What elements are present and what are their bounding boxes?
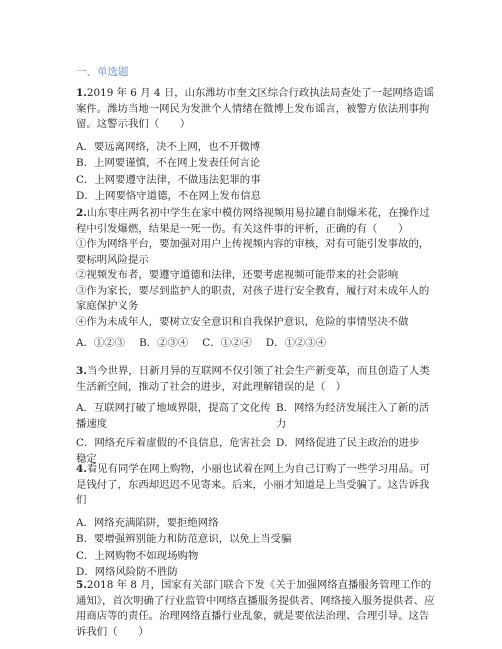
- option-b[interactable]: B．要增强辨别能力和防范意识，以免上当受骗: [76, 533, 292, 545]
- statement-4: ④作为未成年人，要树立安全意识和自我保护意识，危险的事情坚决不做: [76, 315, 409, 328]
- options-row: [76, 335, 436, 351]
- option-d[interactable]: D．上网要恪守道德，不在网上发布信息: [76, 190, 261, 202]
- option-a[interactable]: A．要远离网络，决不上网，也不开微博: [76, 140, 261, 153]
- question-text: 当今世界，日新月异的互联网不仅引领了社会生产新变革，而且创造了人类生活新空间，推动了社会的进步，对此理解错误的是（ ）: [76, 365, 430, 393]
- question-number: 4.: [76, 463, 87, 475]
- statement-2: ②视频发布者，要遵守道德和法律，还要考虑视频可能带来的社会影响: [76, 269, 399, 281]
- question-2: [76, 206, 436, 351]
- question-1: [76, 86, 436, 205]
- statement-1: ①作为网络平台，要加强对用户上传视频内容的审核，对有可能引发事故的，要标明风险提示: [76, 238, 430, 266]
- option-c[interactable]: C．上网要遵守法律，不做违法犯罪的事: [76, 173, 261, 186]
- option-c[interactable]: C．网络充斥着虚假的不良信息，危害社会稳定: [76, 437, 271, 465]
- question-number: 2.: [76, 207, 87, 219]
- section-title: 一、单选题: [76, 66, 129, 78]
- question-5: [76, 578, 436, 640]
- option-d[interactable]: D．①②③④: [265, 337, 327, 349]
- question-3: [76, 364, 436, 467]
- question-text: 山东枣庄两名初中学生在家中模仿网络视频用易拉罐自制爆米花，在操作过程中引发爆燃，结果是一死一伤。有关这件事的评析，正确的有（ ）: [76, 207, 430, 235]
- option-c[interactable]: C．上网购物不如现场购物: [76, 549, 199, 562]
- question-stem: [76, 206, 436, 237]
- option-a[interactable]: A．①②③: [76, 337, 126, 349]
- options-row: [76, 401, 436, 432]
- question-4: [76, 462, 436, 581]
- question-stem: [76, 86, 436, 133]
- question-text: 看见有同学在网上购物，小丽也试着在网上为自己订购了一些学习用品。可是钱付了，东西却迟迟不见寄来。后来，小丽才知道是上当受骗了。这告诉我们: [76, 463, 430, 506]
- question-number: 5.: [76, 579, 87, 591]
- option-d[interactable]: D．网络风险防不胜防: [76, 566, 178, 578]
- option-b[interactable]: B．网络为经济发展注入了新的活力: [276, 402, 430, 430]
- option-b[interactable]: B．上网要谨慎，不在网上发表任何言论: [76, 157, 261, 169]
- question-stem: [76, 462, 436, 509]
- statement-3: ③作为家长，要尽到监护人的职责，对孩子进行安全教育，履行对未成年人的家庭保护义务: [76, 284, 430, 312]
- option-a[interactable]: A．网络充满陷阱，要拒绝网络: [76, 516, 219, 529]
- question-text: 2019 年 6 月 4 日，山东潍坊市奎文区综合行政执法局查处了一起网络造谣案件。潍坊当地一网民为发泄个人情绪在微博上发布谣言，被警方依法刑事拘留。这警示我们（ ）: [76, 87, 434, 130]
- option-b[interactable]: B．②③④: [139, 337, 189, 349]
- question-text: 2018 年 8 月，国家有关部门联合下发《关于加强网络直播服务管理工作的通知》，首次明确了行业监管中网络直播服务提供者、网络接入服务提供者、应用商店等的责任。治理网络直播行业乱象，就是要依法治理、合理引导。这告诉我们（ ）: [76, 579, 435, 638]
- question-number: 3.: [76, 365, 87, 377]
- question-stem: [76, 364, 436, 395]
- question-number: 1.: [76, 87, 87, 99]
- option-a[interactable]: A．互联网打破了地域界限，提高了文化传播速度: [76, 402, 271, 430]
- question-stem: [76, 578, 436, 640]
- option-c[interactable]: C．①②④: [202, 337, 252, 349]
- option-d[interactable]: D．网络促进了民主政治的进步: [276, 437, 420, 449]
